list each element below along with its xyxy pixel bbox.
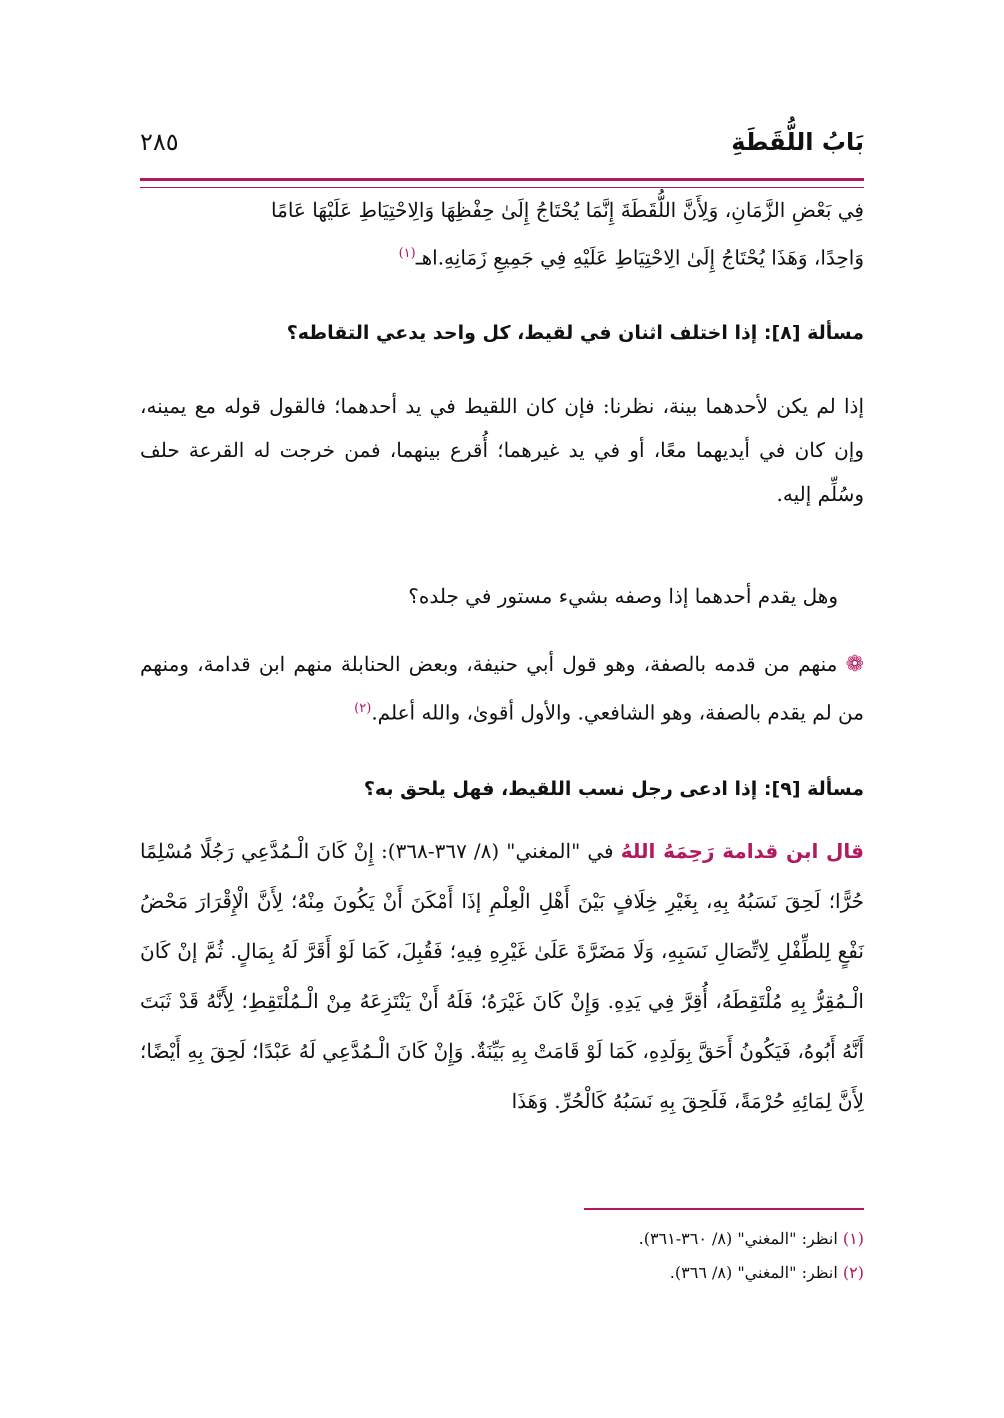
intro-line-1: فِي بَعْضِ الزَّمَانِ، وَلِأَنَّ اللُّقَطَةَ إِنَّمَا يُحْتَاجُ إِلَىٰ حِفْظِهَا وَالِاحْتِيَاطِ عَلَيْهَا عَامًا	[271, 198, 864, 222]
footnote-1-text: انظر: "المغني" (٨/ ٣٦٠-٣٦١).	[638, 1229, 838, 1248]
quote-speaker: قال ابن قدامة رَحِمَهُ اللهُ	[620, 839, 865, 863]
footnote-2-text: انظر: "المغني" (٨/ ٣٦٦).	[669, 1263, 838, 1282]
footnote-rule	[584, 1208, 864, 1210]
footnote-1-number: (١)	[842, 1229, 864, 1248]
intro-text	[140, 188, 864, 280]
header-rule	[140, 178, 864, 188]
question-8-title: إذا اختلف اثنان في لقيط، كل واحد يدعي التقاطه؟	[286, 322, 758, 344]
paragraph-3-text: منهم من قدمه بالصفة، وهو قول أبي حنيفة، وبعض الحنابلة منهم ابن قدامة، ومنهم من لم يقدم بالصفة، وهو الشافعي. والأول أقوىٰ، والله أعلم.	[140, 652, 864, 725]
page-number: ٢٨٥	[140, 128, 179, 156]
footnotes	[140, 1222, 864, 1290]
footnote-ref-1[interactable]: (١)	[398, 246, 416, 261]
question-8	[140, 322, 864, 344]
question-8-label: مسألة [٨]:	[763, 322, 864, 344]
paragraph-3	[140, 642, 864, 735]
quote-text: إِنْ كَانَ الْـمُدَّعِي رَجُلًا مُسْلِمًا حُرًّا؛ لَحِقَ نَسَبُهُ بِهِ، بِغَيْرِ خِلَافٍ بَيْنَ أَهْلِ الْعِلْمِ إذَا أَمْكَنَ أَنْ يَكُونَ مِنْهُ؛ لِأَنَّ الْإِقْرَارَ مَحْضُ نَفْعٍ لِلطِّفْلِ لِاتِّصَالِ نَسَبِهِ، وَلَا مَضَرَّةَ عَلَىٰ غَيْرِهِ فِيهِ؛ فَقُبِلَ، كَمَا لَوْ أَقَرَّ لَهُ بِمَالٍ. ثُمَّ إنْ كَانَ الْـمُقِرُّ بِهِ مُلْتَقِطَهُ، أُقِرَّ فِي يَدِهِ. وَإِنْ كَانَ غَيْرَهُ؛ فَلَهُ أَنْ يَنْتَزِعَهُ مِنْ الْـمُلْتَقِطِ؛ لِأَنَّهُ قَدْ ثَبَتَ أَنَّهُ أَبُوهُ، فَيَكُونُ أَحَقَّ بِوَلَدِهِ، كَمَا لَوْ قَامَتْ بِهِ بَيِّنَةٌ. وَإِنْ كَانَ الْـمُدَّعِي لَهُ عَبْدًا؛ لَحِقَ بِهِ أَيْضًا؛ لِأَنَّ لِمَائِهِ حُرْمَةً، فَلَحِقَ بِهِ نَسَبُهُ كَالْحُرِّ. وَهَذَا	[140, 839, 864, 1113]
question-9-label: مسألة [٩]:	[763, 778, 864, 800]
footnote-1	[140, 1222, 864, 1256]
flower-bullet-icon: ❁	[845, 652, 864, 677]
footnote-2-number: (٢)	[842, 1263, 864, 1282]
quote-source: في "المغني" (٨/ ٣٦٧-٣٦٨):	[381, 839, 614, 863]
intro-line-2-text: وَاحِدًا، وَهَذَا يُحْتَاجُ إِلَىٰ الِاحْتِيَاطِ عَلَيْهِ فِي جَمِيعِ زَمَانِهِ.اهـ	[415, 245, 864, 270]
page-header	[140, 128, 864, 168]
intro-line-2	[140, 232, 864, 280]
paragraph-1: إذا لم يكن لأحدهما بينة، نظرنا: فإن كان اللقيط في يد أحدهما؛ فالقول قوله مع يمينه، وإن كان في أيديهما معًا، أو في يد غيرهما؛ أُقرع بينهما، فمن خرجت له القرعة حلف وسُلِّم إليه.	[140, 394, 864, 506]
footnote-2	[140, 1256, 864, 1290]
chapter-title: بَابُ اللُّقَطَةِ	[731, 128, 864, 156]
question-9-title: إذا ادعى رجل نسب اللقيط، فهل يلحق به؟	[363, 778, 758, 800]
question-9	[140, 778, 864, 800]
paragraph-2: وهل يقدم أحدهما إذا وصفه بشيء مستور في جلده؟	[408, 584, 838, 608]
quote-paragraph	[140, 826, 864, 1126]
footnote-ref-2[interactable]: (٢)	[354, 701, 372, 716]
